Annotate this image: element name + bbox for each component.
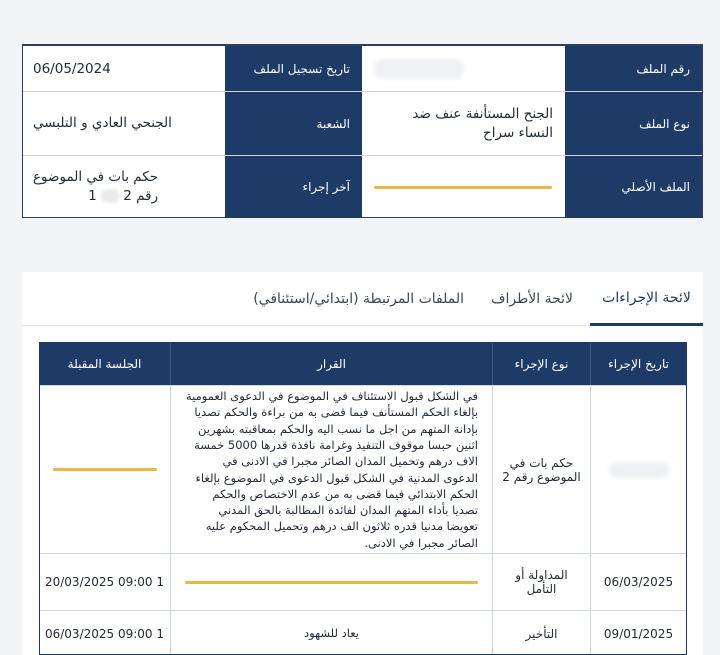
file-type-label: نوع الملف [565, 92, 702, 155]
original-file-value [362, 156, 565, 218]
file-info-row [23, 92, 702, 156]
table-row [40, 385, 686, 553]
file-info-row [23, 46, 702, 92]
row-next-session: 20/03/2025 09:00 1 [44, 575, 164, 589]
division-value [21, 92, 225, 155]
division-label: الشعبة [225, 92, 362, 155]
row-date: 06/03/2025 [590, 554, 686, 610]
row-decision: يعاد للشهود [170, 611, 492, 655]
procedures-table [39, 342, 687, 655]
row-next-session [39, 386, 170, 553]
file-type-value [362, 92, 565, 155]
file-info-row [23, 156, 702, 218]
file-number-value [362, 46, 565, 91]
row-decision: في الشكل قبول الاستئناف في الموضوع في الدعوى العمومية بإلغاء الحكم المستأنف فيما قضى به من براءة والحكم تصديا بإدانة المتهم من اجل ما نسب اليه والحكم بمعاقبته بشهرين اثنين حبسا موقوف التنفيذ وغرامة نافذة قدرها 5000 خمسة الاف درهم وتحميل المدان الصائر مجبرا في الادنى في الدعوى المدنية في الشكل قبول الدعوى في الموضوع بإلغاء الحكم الابتدائي فيما قضى به من عدم الاختصاص والحكم تصديا بأداء المتهم المدان لفائدة المطالبة بالحق المدني تعويضا مدنيا قدره ثلاثون الف درهم وتحميل المحكوم عليه الصائر مجبرا في الادنى. [170, 386, 492, 553]
column-header-decision: القرار [170, 343, 492, 385]
procedures-card [22, 272, 703, 655]
last-action-line1: حكم بات في الموضوع [33, 169, 159, 186]
row-decision [170, 554, 492, 610]
row-date [590, 386, 686, 553]
tab-parties[interactable]: لائحة الأطراف [490, 291, 573, 307]
column-header-type: نوع الإجراء [492, 343, 590, 385]
row-date: 09/01/2025 [590, 611, 686, 655]
highlight-marker [374, 186, 552, 189]
row-type: حكم بات في الموضوع رقم 2 [492, 386, 590, 553]
tab-linked-files[interactable]: الملفات المرتبطة (ابتدائي/استئنافي) [253, 291, 464, 307]
division-text: الجنحي العادي و التلبسي [33, 115, 172, 132]
last-action-value [21, 156, 225, 218]
highlight-marker [185, 581, 478, 584]
last-action-line2b: 1 [88, 188, 97, 204]
file-info-card [22, 44, 703, 218]
table-row [40, 553, 686, 610]
registration-date-label: تاريخ تسجيل الملف [225, 46, 362, 91]
tab-procedures[interactable]: لائحة الإجراءات [590, 272, 703, 326]
last-action-line2a: رقم 2 [123, 188, 159, 204]
row-next-session: 06/03/2025 09:00 1 [44, 626, 164, 641]
redacted-date [609, 462, 669, 478]
highlight-marker [53, 468, 157, 471]
column-header-date: تاريخ الإجراء [590, 343, 686, 385]
redacted-number [101, 189, 119, 203]
redacted-file-number [374, 59, 464, 79]
last-action-label: آخر إجراء [225, 156, 362, 218]
tab-bar [22, 272, 703, 326]
original-file-label: الملف الأصلي [565, 156, 702, 218]
file-type-text: الجنح المستأنفة عنف ضد النساء سراح [412, 105, 553, 141]
registration-date-value: 06/05/2024 [33, 60, 111, 77]
last-action-text [33, 168, 158, 206]
column-header-next-session: الجلسة المقبلة [39, 343, 170, 385]
row-type: التأخير [492, 611, 590, 655]
row-type: المداولة أو التأمل [492, 554, 590, 610]
file-number-label: رقم الملف [565, 46, 702, 91]
table-row [40, 610, 686, 655]
